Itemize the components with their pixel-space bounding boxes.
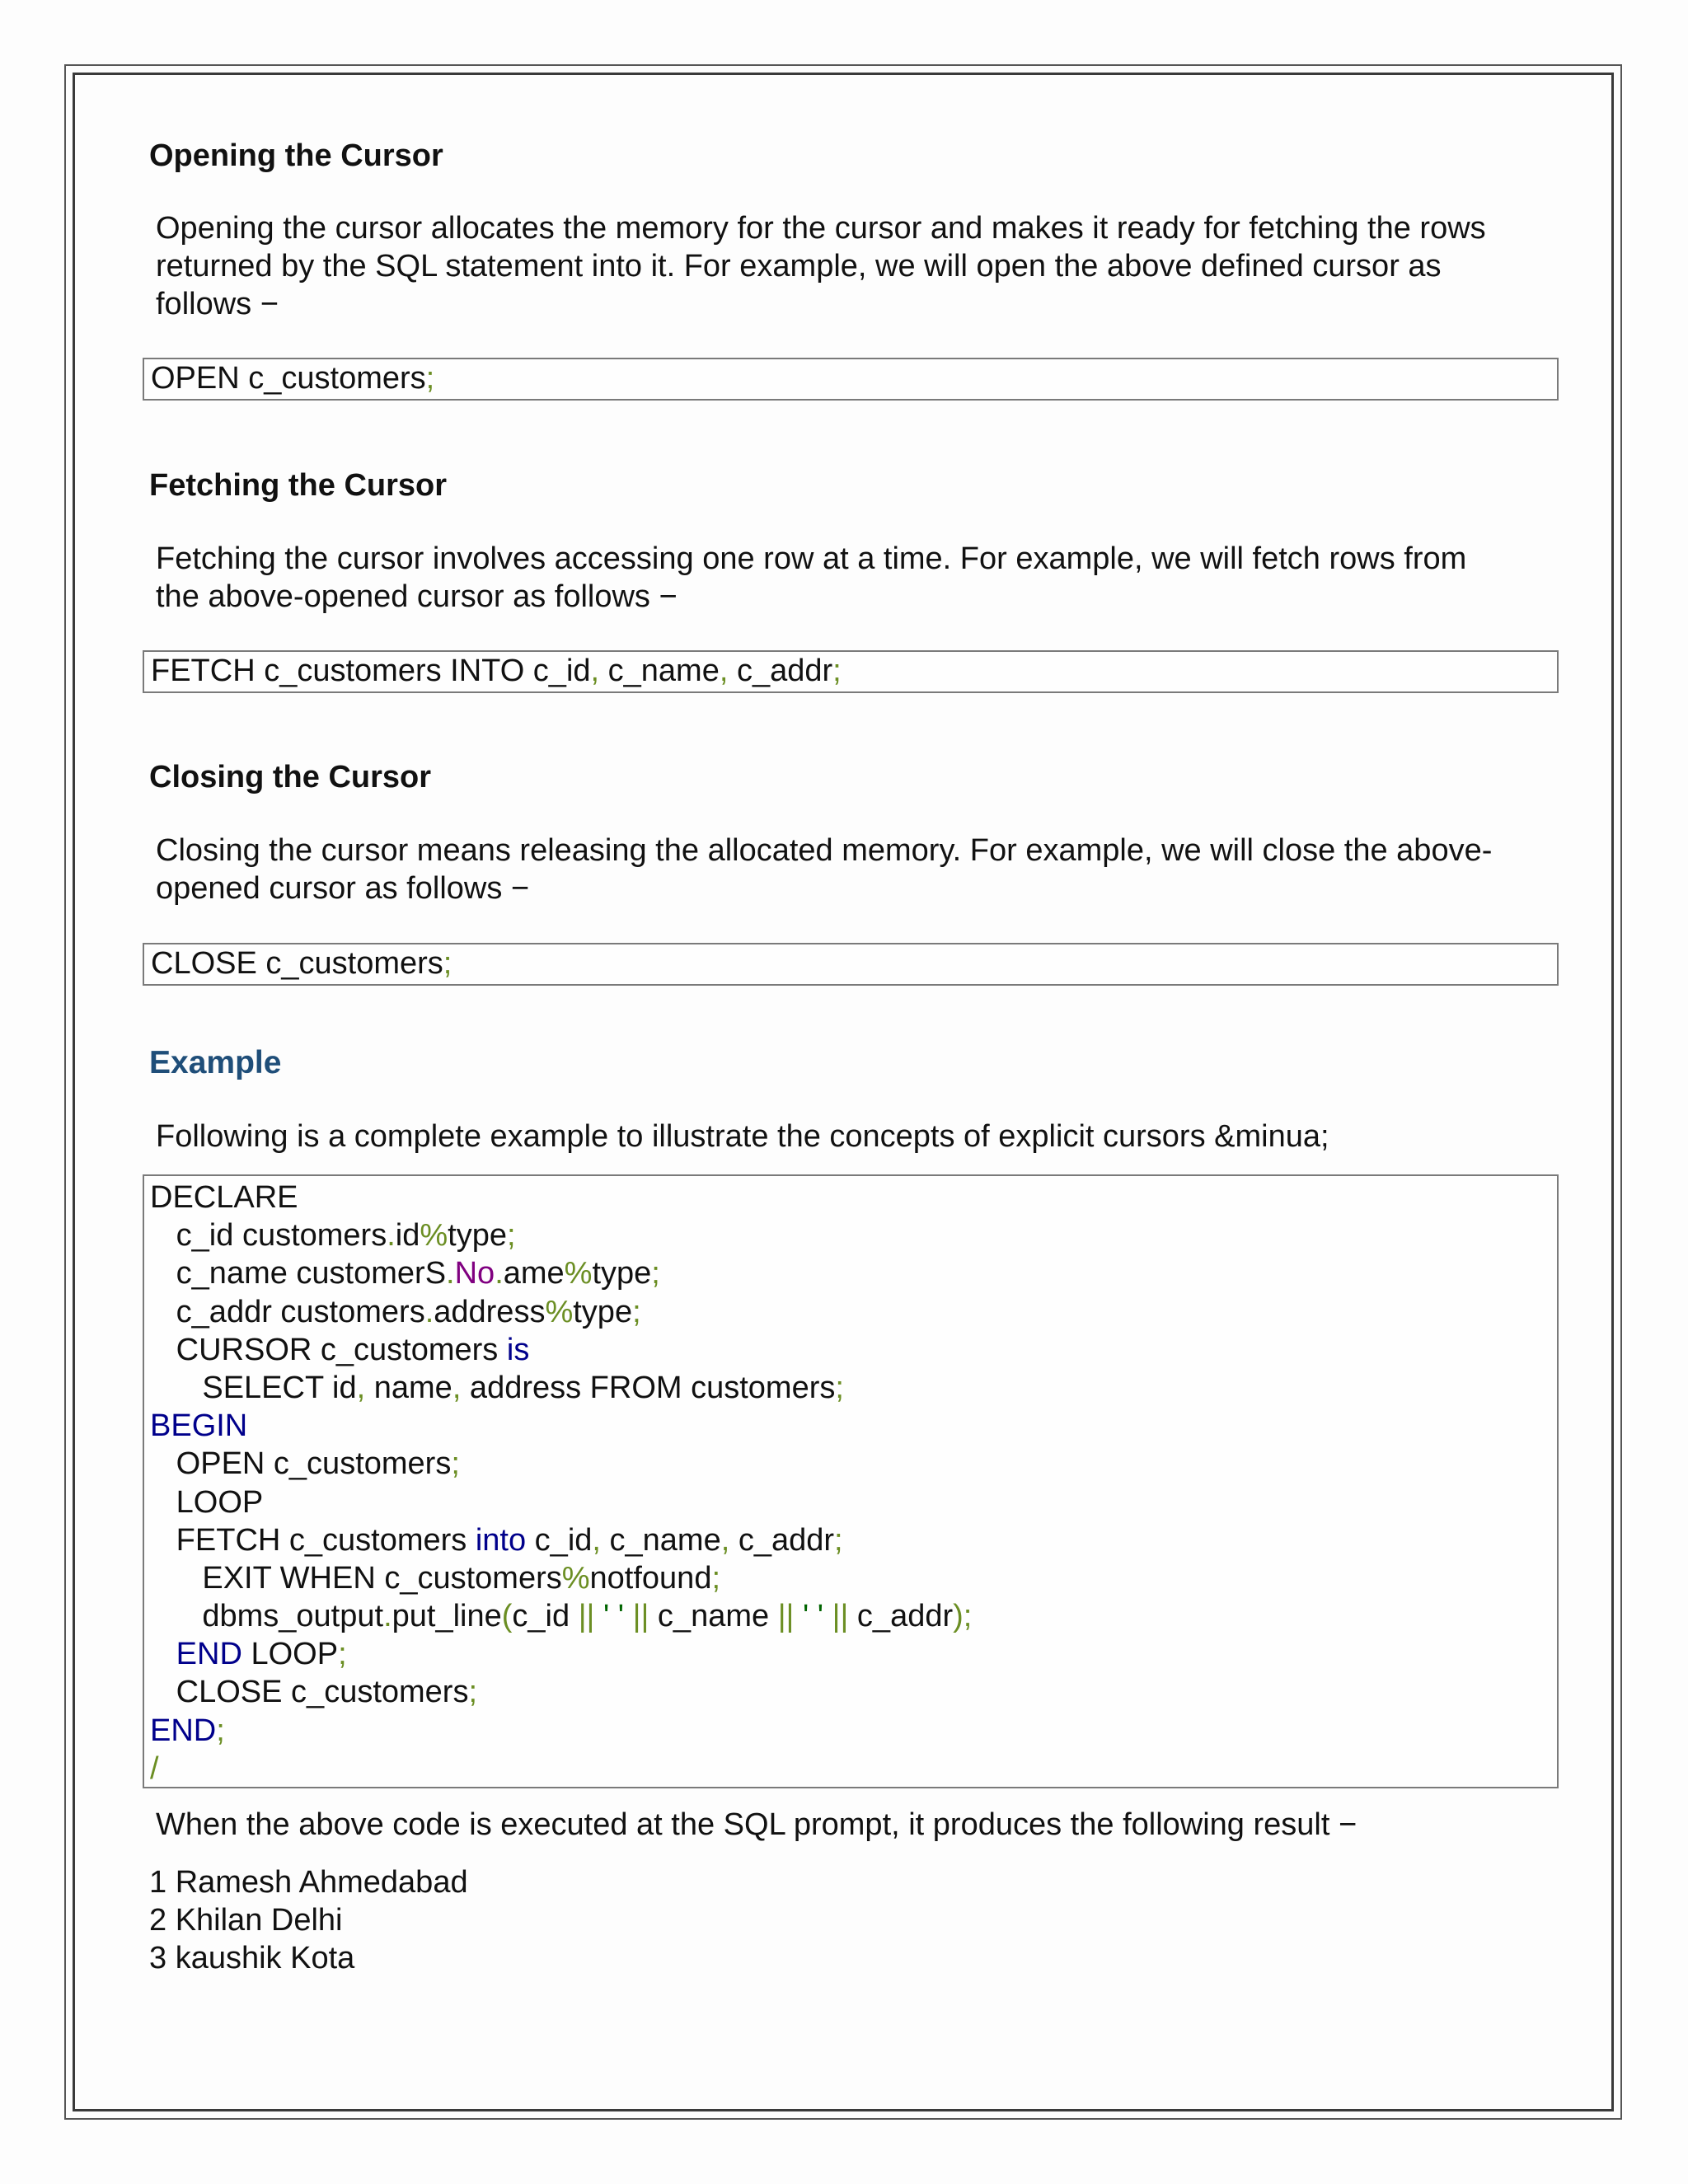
code-text: LOOP	[150, 1484, 264, 1520]
code-text: FETCH c_customers	[150, 1522, 476, 1558]
code-punct: ;	[834, 1522, 843, 1558]
code-punct: ;	[835, 1370, 844, 1405]
code-string: ' '	[594, 1599, 633, 1634]
code-text: CLOSE c_customers	[150, 1675, 469, 1710]
code-punct: ||	[832, 1599, 849, 1634]
paragraph-line: Closing the cursor means releasing the allocated memory. For example, we will close the above-	[156, 833, 1493, 868]
paragraph-line: returned by the SQL statement into it. For example, we will open the above defined cursor as	[156, 249, 1442, 284]
code-text: put_line	[392, 1599, 502, 1634]
code-line	[150, 1597, 1557, 1635]
code-keyword: into	[475, 1522, 527, 1558]
code-punct: (	[501, 1599, 513, 1634]
code-text: c_name	[600, 1522, 721, 1558]
code-punct: ;	[832, 654, 842, 688]
heading-closing-cursor: Closing the Cursor	[149, 760, 432, 794]
code-text: id	[395, 1218, 420, 1254]
code-line	[150, 1521, 1557, 1559]
code-punct: ||	[632, 1599, 649, 1634]
code-punct: ;	[468, 1675, 478, 1710]
code-text: c_addr	[728, 654, 833, 688]
code-punct: %	[561, 1560, 590, 1596]
paragraph-example: Following is a complete example to illustrate the concepts of explicit cursors &minua;	[156, 1119, 1329, 1154]
code-line	[150, 1293, 1557, 1331]
code-text: No	[454, 1256, 495, 1291]
code-text: type	[592, 1256, 652, 1291]
code-punct: ,	[720, 1522, 730, 1558]
code-punct: ;	[651, 1256, 660, 1291]
code-text: LOOP	[241, 1637, 339, 1672]
code-text: dbms_output	[150, 1599, 384, 1634]
code-line	[150, 1483, 1557, 1521]
paragraph-line: Opening the cursor allocates the memory for the cursor and makes it ready for fetching the rows	[156, 211, 1486, 246]
code-text: c_name customerS	[150, 1256, 447, 1291]
code-line	[150, 1331, 1557, 1369]
code-open-cursor	[143, 358, 1559, 401]
code-line	[150, 1750, 1557, 1788]
code-punct: );	[953, 1599, 973, 1634]
paragraph-line: the above-opened cursor as follows −	[156, 579, 678, 614]
code-text: OPEN c_customers	[150, 1446, 452, 1482]
code-punct: ;	[506, 1218, 516, 1254]
code-line	[150, 1673, 1557, 1711]
code-text: EXIT WHEN c_customers	[150, 1560, 562, 1596]
paragraph-closing-cursor	[156, 832, 1545, 907]
code-punct: ,	[592, 1522, 601, 1558]
heading-example: Example	[149, 1045, 282, 1080]
code-punct: .	[383, 1599, 392, 1634]
code-punct: ;	[443, 946, 452, 981]
code-punct: ;	[216, 1713, 225, 1748]
code-text: c_id	[526, 1522, 593, 1558]
paragraph-fetching-cursor	[156, 540, 1545, 616]
code-text: SELECT id	[150, 1370, 357, 1405]
code-text: type	[448, 1218, 507, 1254]
code-close-cursor	[143, 943, 1559, 986]
code-text: c_id customers	[150, 1218, 387, 1254]
code-punct: .	[424, 1294, 434, 1329]
code-text: ame	[503, 1256, 565, 1291]
code-punct: ;	[338, 1637, 347, 1672]
code-fetch-cursor	[143, 650, 1559, 693]
code-text: c_addr customers	[150, 1294, 425, 1329]
code-text: address FROM customers	[461, 1370, 836, 1405]
result-line: 1 Ramesh Ahmedabad	[149, 1865, 468, 1900]
result-line: 2 Khilan Delhi	[149, 1903, 343, 1938]
code-punct: ,	[452, 1370, 462, 1405]
code-text: address	[434, 1294, 546, 1329]
code-punct: ,	[719, 654, 729, 688]
code-punct: %	[420, 1218, 448, 1254]
code-line	[150, 1635, 1557, 1673]
code-string: ' '	[794, 1599, 832, 1634]
code-punct: /	[150, 1750, 159, 1786]
code-line	[150, 1559, 1557, 1597]
code-text: c_name	[599, 654, 720, 688]
code-punct: %	[545, 1294, 574, 1329]
code-text: notfound	[589, 1560, 712, 1596]
heading-opening-cursor: Opening the Cursor	[149, 138, 443, 173]
code-punct: ;	[632, 1294, 641, 1329]
code-keyword: BEGIN	[150, 1408, 248, 1444]
code-text: CURSOR c_customers	[150, 1332, 507, 1367]
code-punct: ;	[425, 361, 435, 396]
code-text: type	[573, 1294, 633, 1329]
code-punct: ;	[451, 1446, 460, 1482]
code-line	[150, 1254, 1557, 1292]
code-punct: ||	[578, 1599, 595, 1634]
code-text: name	[365, 1370, 452, 1405]
code-line	[150, 1445, 1557, 1483]
code-text: DECLARE	[150, 1180, 298, 1215]
code-punct: %	[564, 1256, 593, 1291]
code-text: CLOSE c_customers	[151, 946, 443, 981]
code-punct: ;	[711, 1560, 721, 1596]
code-line	[150, 1712, 1557, 1750]
code-keyword: END	[150, 1637, 242, 1672]
paragraph-opening-cursor	[156, 209, 1545, 323]
code-text: FETCH c_customers INTO c_id	[151, 654, 591, 688]
code-block-example	[143, 1174, 1559, 1788]
code-line	[150, 1216, 1557, 1254]
code-keyword: is	[506, 1332, 530, 1367]
result-line: 3 kaushik Kota	[149, 1941, 355, 1975]
code-text: OPEN c_customers	[151, 361, 426, 396]
code-line	[150, 1407, 1557, 1445]
code-text: c_addr	[848, 1599, 954, 1634]
code-punct: .	[446, 1256, 455, 1291]
code-keyword: END	[150, 1713, 217, 1748]
paragraph-result-intro: When the above code is executed at the SQL prompt, it produces the following result −	[156, 1807, 1357, 1842]
code-punct: .	[495, 1256, 504, 1291]
paragraph-line: follows −	[156, 287, 279, 321]
code-punct: ,	[356, 1370, 366, 1405]
code-line	[150, 1369, 1557, 1407]
heading-fetching-cursor: Fetching the Cursor	[149, 468, 448, 503]
paragraph-line: Fetching the cursor involves accessing one row at a time. For example, we will fetch rows from	[156, 541, 1467, 576]
code-line	[150, 1179, 1557, 1216]
code-punct: .	[387, 1218, 396, 1254]
code-text: c_id	[512, 1599, 579, 1634]
code-text: c_name	[649, 1599, 778, 1634]
paragraph-line: opened cursor as follows −	[156, 871, 530, 906]
code-punct: ,	[590, 654, 600, 688]
code-punct: ||	[777, 1599, 795, 1634]
code-text: c_addr	[729, 1522, 835, 1558]
